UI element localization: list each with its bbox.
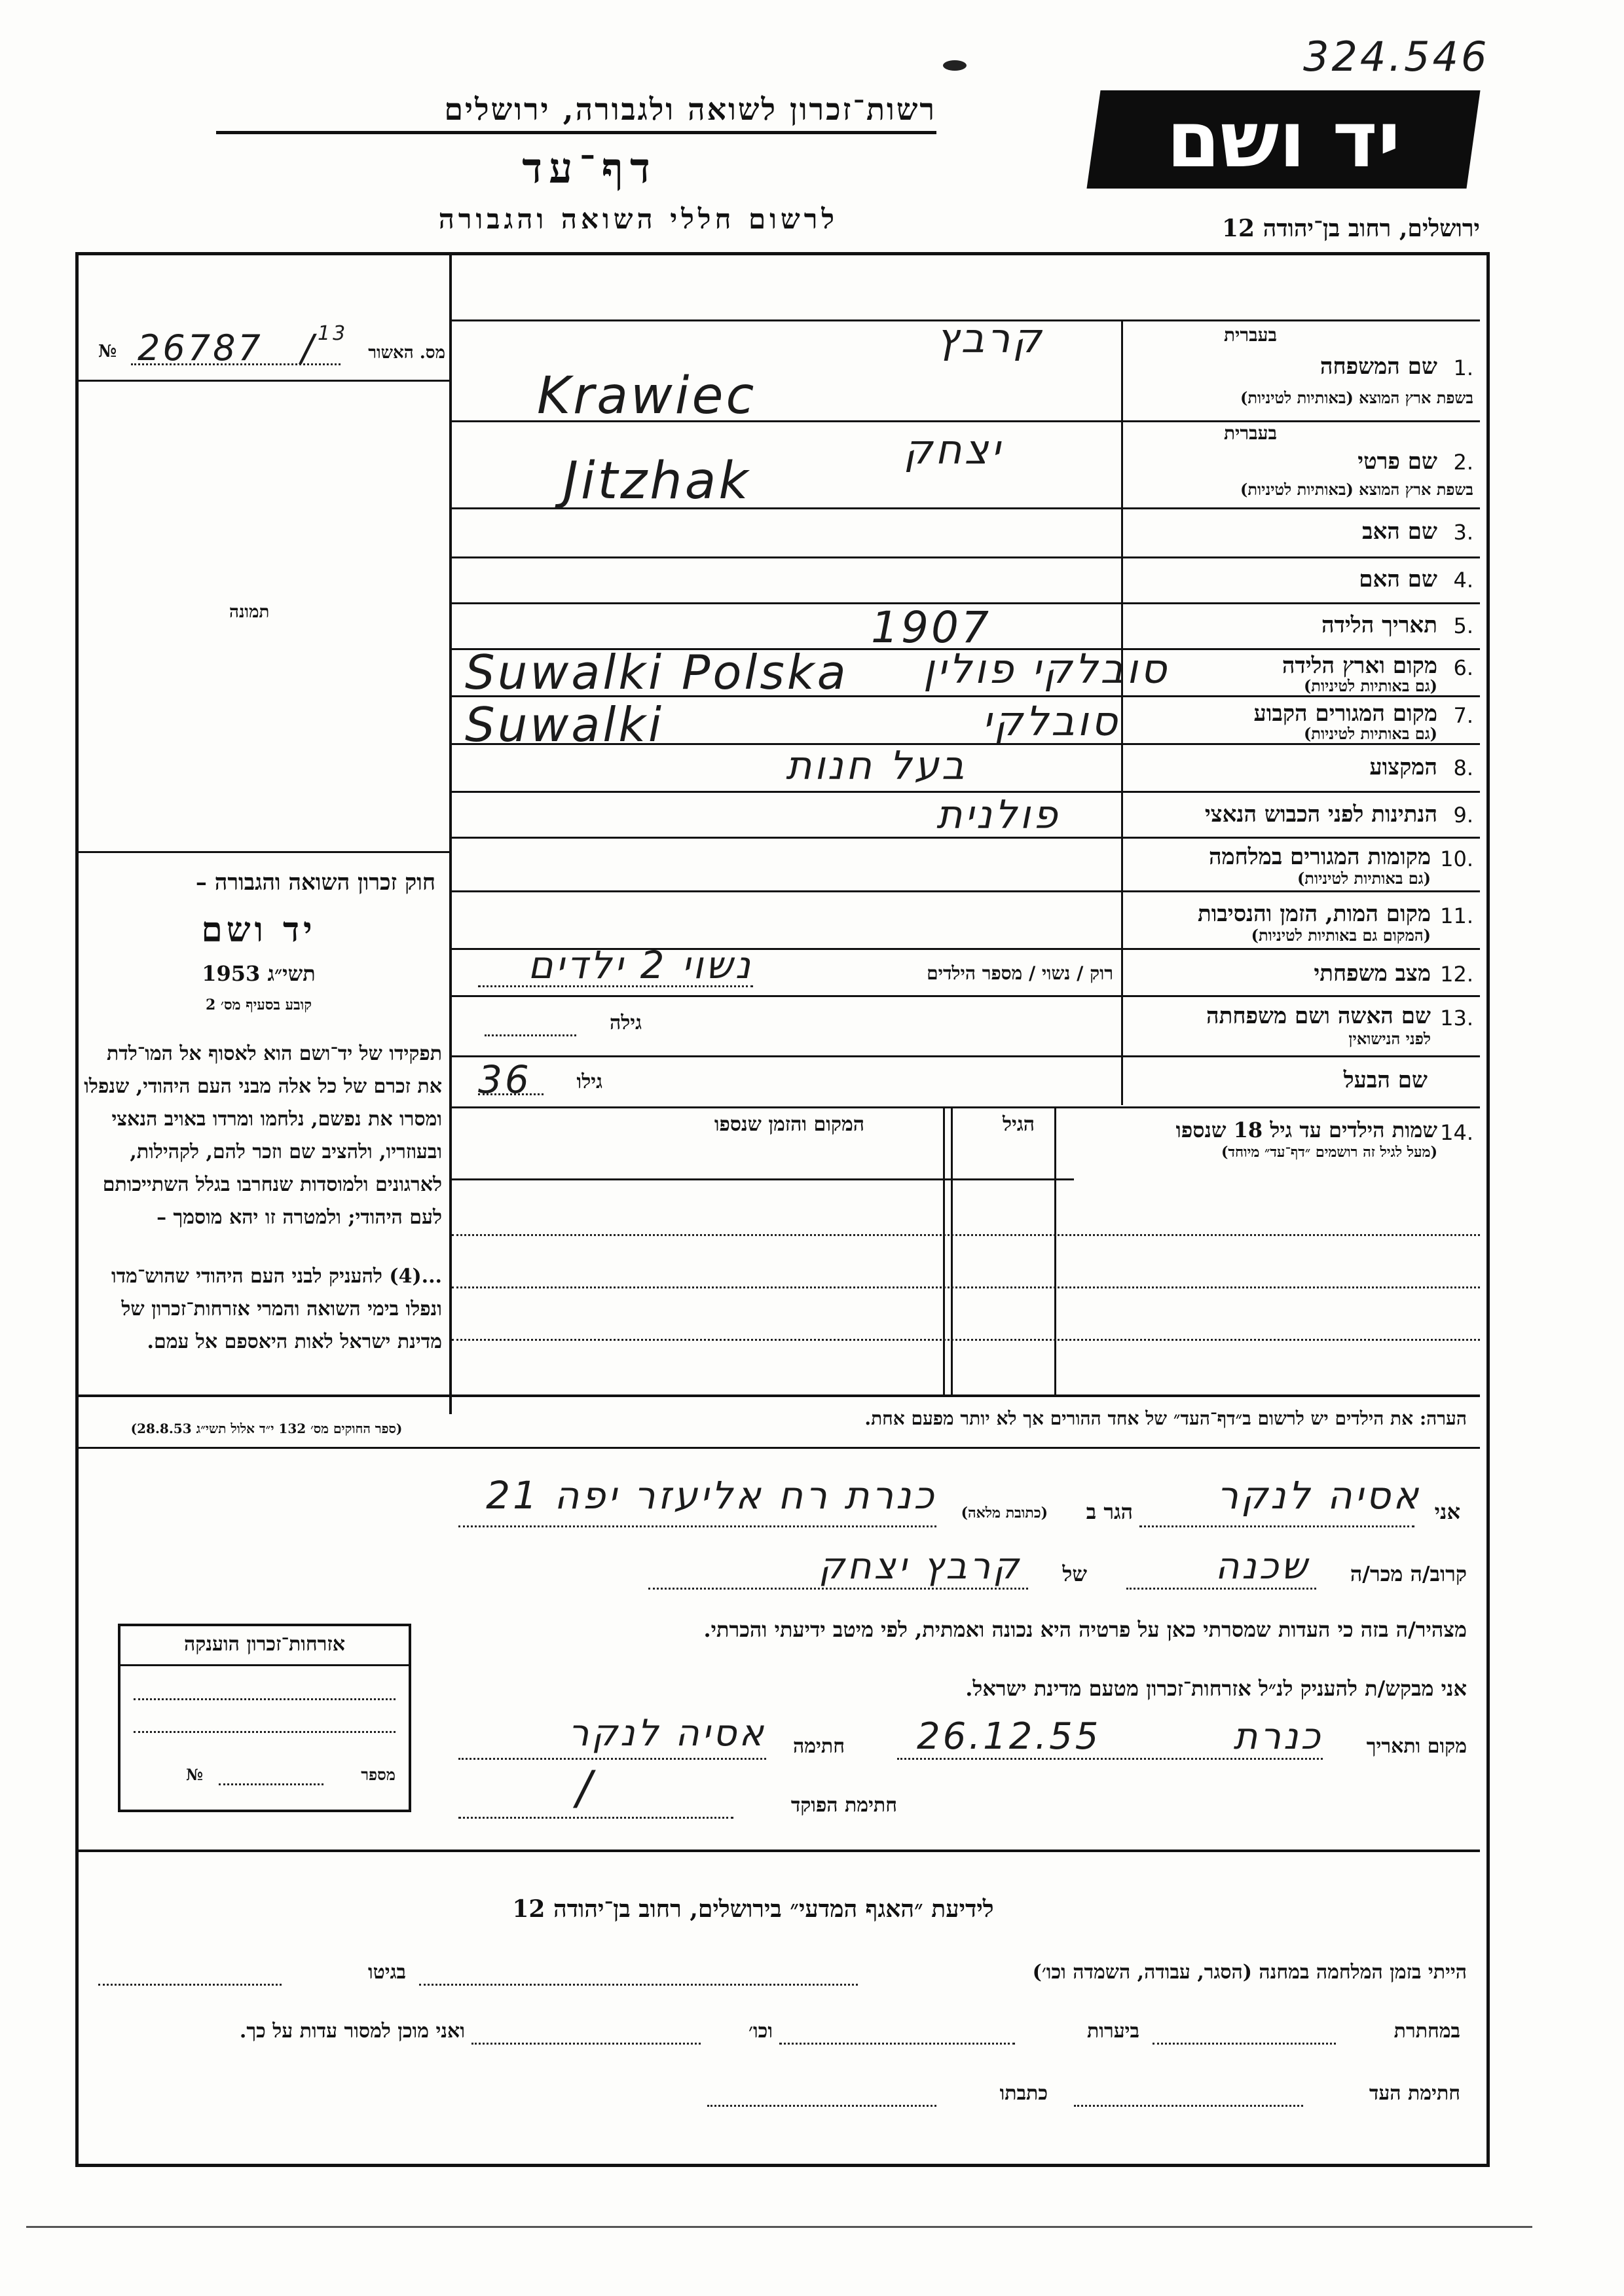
field-war-residence (1126, 841, 1473, 888)
citizenship-number-sign: № (186, 1765, 204, 1784)
field-death (1126, 896, 1473, 947)
decl-place-value: כנרת (1233, 1715, 1323, 1758)
decl-signature-label: חתימה (793, 1735, 845, 1758)
field-no: 6. (1453, 655, 1473, 680)
law-clause: קובע בסעיף מס׳ 2 (205, 996, 312, 1013)
field-label: מקומות המגורים במלחמה (1208, 844, 1431, 870)
decl-officer-mark: / (576, 1761, 595, 1815)
field-label: המקצוע (1369, 754, 1437, 780)
photo-label: תמונה (229, 602, 270, 622)
field-no: 7. (1453, 703, 1473, 728)
children-col-place: המקום והזמן שנספו (714, 1113, 864, 1136)
field-label: שם פרטי (1357, 448, 1437, 475)
number-sign: № (98, 342, 117, 361)
hint-hebrew: בעברית (1223, 324, 1277, 346)
field-no: 3. (1453, 520, 1473, 545)
field-no: 5. (1453, 613, 1473, 638)
children-divider (951, 1106, 953, 1394)
hint-hebrew: בעברית (1223, 422, 1277, 444)
law-paragraph-1: תפקידו של יד־ושם הוא לאסוף אל המו־לדת את זכרם של כל אלה מבני העם היהודי, שנפלו ומסרו את נפשם, נלחמו ומרדו באויב הנאצי ובעוזריו, ולהציב שם וזכר להם, לקהילות, לארגונים ולמוסדות שנחרבו בגלל השתייכותם לעם היהודי; ולמטרה זו יהא מוסמך – (84, 1042, 442, 1229)
children-row (452, 1234, 1480, 1236)
decl-signature-dots (458, 1758, 766, 1760)
marital-options: רוק / נשוי / מספר הילדים (927, 962, 1113, 984)
field-sub: (גם באותיות לטיניות) (1303, 676, 1437, 695)
intel-witness-signature: חתימת העד (1369, 2082, 1460, 2105)
field-label: מצב משפחתי (1314, 960, 1431, 987)
field-no: 10. (1440, 847, 1473, 871)
decl-officer-dots (458, 1817, 733, 1819)
field-sub: (גם באותיות לטיניות) (1297, 869, 1431, 888)
row-line-husband (452, 1055, 1480, 1057)
field-label: מקום המות, הזמן והנסיבות (1197, 901, 1431, 927)
decl-name-dots (1139, 1525, 1414, 1527)
children-row (452, 1339, 1480, 1341)
decl-witness-name: אסיה לנקר (1217, 1473, 1421, 1518)
form-subtitle: לרשום חללי השואה והגבורה (438, 203, 838, 235)
field-no: 13. (1440, 1006, 1473, 1030)
authority-title: רשות־זכרון לשואה ולגבורה, ירושלים (444, 92, 936, 127)
field-first-name (1126, 422, 1473, 506)
decl-i-am: אני (1434, 1499, 1460, 1524)
field-sub: לפני הנישואין (1348, 1029, 1431, 1048)
field-marital-status (1126, 953, 1473, 993)
note-line (79, 1447, 1480, 1449)
birth-place-latin: Suwalki Polska (465, 645, 849, 700)
approval-number: 26787 (138, 327, 263, 369)
field-no: 8. (1453, 756, 1473, 780)
field-sub: (מעל לגיל זה רושמים ״דף־עד״ מיוחד) (1221, 1144, 1437, 1161)
field-mother-name (1126, 560, 1473, 600)
decl-officer-label: חתימת הפוקד (790, 1794, 897, 1817)
approval-label: מס. האשור (368, 343, 445, 363)
decl-relation-value: שכנה (1215, 1545, 1310, 1588)
row-line (452, 1106, 1480, 1108)
field-residence (1126, 699, 1473, 742)
decl-full-address: (כתובת מלאה) (961, 1504, 1048, 1522)
field-birth-place (1126, 651, 1473, 695)
intel-etc: וכו׳ (748, 2020, 773, 2043)
children-col-age: הגיל (1002, 1113, 1035, 1136)
field-no: 2. (1453, 450, 1473, 475)
field-no: 1. (1453, 355, 1473, 380)
field-label: שמות הילדים עד גיל 18 שנספו (1175, 1118, 1437, 1142)
intel-sig-dots (1074, 2105, 1303, 2107)
children-row (452, 1286, 1480, 1288)
marital-value: נשוי 2 ילדים (528, 943, 753, 987)
row-line (452, 890, 1480, 892)
field-no: 14. (1440, 1120, 1473, 1145)
husband-name-label: שם הבעל (1343, 1067, 1428, 1093)
field-birth-date (1126, 606, 1473, 646)
birth-date-value: 1907 (871, 602, 991, 653)
yad-vashem-logo (1086, 90, 1480, 189)
law-source: (ספר החוקים מס׳ 132 י״ד אלול תשי״ג 28.8.53) (130, 1421, 403, 1436)
approval-dots (131, 363, 341, 365)
citizenship-number-dots (219, 1783, 323, 1785)
decl-signature-value: אסיה לנקר (568, 1712, 766, 1755)
intel-line1: הייתי בזמן המלחמה במחנה (הסגר, עבודה, השמדה וכו׳) (1032, 1961, 1467, 1984)
children-note: הערה: את הילדים יש לרשום ב״דף־העד״ של אחד ההורים אך לא יותר מפעם אחת. (864, 1408, 1467, 1429)
intel-etc-dots (471, 2043, 701, 2045)
citizenship-number-label: מספר (361, 1765, 396, 1784)
field-no: 11. (1440, 903, 1473, 928)
first-name-hebrew: יצחק (904, 426, 1003, 473)
field-children (1061, 1116, 1480, 1169)
field-label: שם המשפחה (1320, 354, 1437, 380)
field-label: מקום המגורים הקבוע (1253, 701, 1437, 727)
children-divider (1054, 1106, 1056, 1394)
wife-age-dots (485, 1034, 576, 1036)
law-year: תשי״ג 1953 (202, 961, 316, 986)
field-label: תאריך הלידה (1321, 612, 1437, 638)
residence-hebrew: סובלקי (982, 697, 1120, 745)
field-sub: (המקום גם באותיות לטיניות) (1251, 926, 1431, 945)
field-sub: (גם באותיות לטיניות) (1303, 724, 1437, 743)
children-divider (943, 1106, 945, 1394)
birth-place-hebrew: סובלקי פולין (923, 645, 1170, 693)
decl-of-value: קרבץ יצחק (819, 1545, 1022, 1588)
approval-underline (79, 380, 449, 382)
citizenship-value: פולנית (936, 792, 1060, 838)
decl-address-value: כנרת רח אליעזר יפה 21 (486, 1473, 936, 1518)
intel-hiding-dots (1153, 2043, 1336, 2045)
decl-statement: מצהיר/ה בזה כי העדות שמסרתי כאן על פרטיה היא נכונה ואמתית, לפי מיטב ידיעתי והכרתי. (703, 1617, 1467, 1642)
authority-underline (216, 131, 936, 134)
approval-slash: / (301, 327, 316, 370)
wife-age-label: גילה (609, 1011, 642, 1034)
citizenship-box-title: אזרחות־זכרון הוענקה (120, 1626, 409, 1666)
intel-title: לידיעת ״האגף המדעי״ בירושלים, רחוב בן־יהודה 12 (512, 1895, 994, 1923)
field-no: 12. (1440, 962, 1473, 987)
intel-forests-dots (779, 2043, 1015, 2045)
citizenship-box-line (134, 1731, 396, 1733)
form-title: דף־עד (522, 144, 657, 193)
header-address: ירושלים, רחוב בן־יהודה 12 (1221, 215, 1480, 242)
scan-edge (26, 2226, 1532, 2228)
field-label: שם האב (1362, 519, 1437, 545)
field-label: שם האם (1359, 566, 1437, 592)
law-title: חוק זכרון השואה והגבורה – (195, 869, 435, 896)
law-box-top (79, 851, 449, 853)
field-father-name (1126, 511, 1473, 554)
residence-latin: Suwalki (465, 697, 665, 752)
decl-resides: הגר ב (1086, 1499, 1133, 1524)
logo-text: יד ושם (1166, 94, 1401, 185)
field-label: הנתינות לפני הכבוש הנאצי (1204, 801, 1437, 828)
intel-ghetto: בגיטו (367, 1961, 406, 1984)
citizenship-box-line (134, 1698, 396, 1700)
family-name-hebrew: קרבץ (936, 314, 1044, 362)
decl-of-dots (648, 1588, 1028, 1590)
field-label: מקום וארץ הלידה (1282, 653, 1437, 679)
family-name-latin: Krawiec (537, 367, 757, 426)
field-citizenship (1126, 793, 1473, 835)
intel-forests: ביערות (1086, 2020, 1139, 2043)
decl-address-dots (458, 1525, 936, 1527)
decl-place-dots (897, 1758, 1323, 1760)
field-occupation (1126, 746, 1473, 790)
citizenship-box (118, 1624, 411, 1812)
archive-number: 324.546 (1303, 33, 1490, 81)
intel-hiding: במחתרת (1393, 2020, 1460, 2043)
field-label: שם האשה ושם משפחתה (1206, 1003, 1431, 1029)
field-sub: בשפת ארץ המוצא (באותיות לטיניות) (1240, 388, 1473, 407)
decl-relation-dots (1126, 1588, 1316, 1590)
row-line (452, 995, 1480, 997)
husband-age-label: גילו (576, 1070, 602, 1093)
husband-age-dots (478, 1093, 544, 1095)
law-name: יד ושם (201, 910, 316, 950)
intel-divider (79, 1850, 1480, 1852)
decl-place-date-label: מקום ותאריך (1366, 1735, 1467, 1758)
law-paragraph-2: ...(4) להעניק לבני העם היהודי שהוש־מדו ונפלו בימי השואה והמרי אזרחות־זכרון של מדינת ישראל לאות היאספם אל עמם. (111, 1265, 442, 1353)
intel-address-dots (707, 2105, 936, 2107)
intel-ghetto-dots (98, 1984, 282, 1986)
occupation-value: בעל חנות (786, 743, 967, 789)
approval-sup: 13 (318, 322, 348, 345)
children-bottom-line (79, 1394, 1480, 1397)
decl-of: של (1062, 1561, 1087, 1586)
field-sub: בשפת ארץ המוצא (באותיות לטיניות) (1240, 480, 1473, 499)
decl-date-value: 26.12.55 (917, 1715, 1101, 1758)
ink-smudge (943, 60, 967, 71)
label-column-divider (1121, 319, 1123, 1105)
first-name-latin: Jitzhak (563, 452, 751, 511)
field-family-name (1126, 324, 1473, 419)
children-header-line (452, 1178, 1074, 1180)
field-wife-name (1126, 1002, 1473, 1054)
intel-address: כתבתו (999, 2082, 1048, 2105)
field-no: 9. (1453, 803, 1473, 828)
decl-request: אני מבקש/ת להעניק לנ״ל אזרחות־זכרון מטעם מדינת ישראל. (965, 1676, 1467, 1701)
intel-ready: ואני מוכן למסור עדות על כך. (239, 2020, 465, 2043)
decl-relation-label: קרוב/ה מכר/ה (1350, 1561, 1467, 1586)
left-column-divider (449, 255, 452, 1414)
row-line (452, 556, 1480, 558)
intel-line1-dots (419, 1984, 858, 1986)
husband-age-value: 36 (478, 1057, 532, 1102)
field-no: 4. (1453, 568, 1473, 592)
approval-row (92, 322, 445, 370)
